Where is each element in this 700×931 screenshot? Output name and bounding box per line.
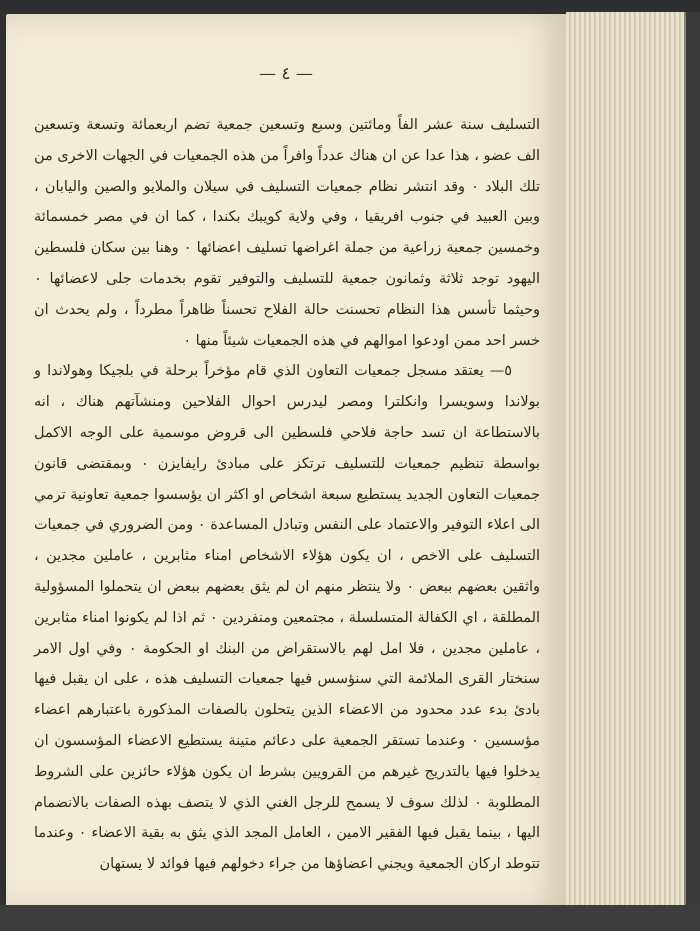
paragraph-1: التسليف سنة عشر الفاً ومائتين وسبع وتسعين جمعية تضم اربعمائة وتسعة وتسعين الف عضو ، هذا عدا عن ان هناك عدداً وافراً من هذه الجمعيات في الجهات الاخرى من تلك البلاد ٠ وقد انتشر نظام جمعيات التسليف في سيلان والملايو والصين واليابان ، وبين العبيد في جنوب افريقيا ، وفي ولاية كويبك بكندا ، كما ان في مصر خمسمائة وخمسين جمعية زراعية من جملة اغراضها تسليف اعضائها ٠ وهنا بين سكان فلسطين اليهود توجد ثلاثة وثمانون جمعية للتسليف والتوفير تقوم بخدمات جلى لاعضائها ٠ وحيثما تأسس هذا النظام تحسنت حالة الفلاح تحسناً ظاهراً مطرداً ، ولم يحدث ان خسر احد ممن اودعوا اموالهم في هذه الجمعيات شيئاً منها ٠ <box>34 117 540 349</box>
paragraph-2: ٥— يعتقد مسجل جمعيات التعاون الذي قام مؤخراً برحلة في بلجيكا وهولاندا و بولاندا وسويسرا وانكلترا ومصر ليدرس احوال الفلاحين ومنشآتهم هناك ، انه بالاستطاعة ان تسد حاجة فلاحي فلسطين الى قروض موسمية على الوجه الاكمل بواسطة تنظيم جمعيات للتسليف ترتكز على مبادئ رايفايزن ٠ وبمقتضى قانون جمعيات التعاون الجديد يستطيع سبعة اشخاص او اكثر ان يؤسسوا جمعية تعاونية ترمي الى اعلاء التوفير والاعتماد على النفس وتبادل المساعدة ٠ ومن الضروري في جمعيات التسليف على الاخص ، ان يكون هؤلاء الاشخاص امناء مثابرين ، عاملين مجدين ، واثقين بعضهم ببعض ٠ ولا ينتظر منهم ان لم يثق بعضهم ببعض ان يتحملوا المسؤولية المطلقة ، اي الكفالة المتسلسلة ، مجتمعين ومنفردين ٠ ثم اذا لم يكونوا امناء مثابرين ، عاملين مجدين ، فلا امل لهم بالاستقراض من البنك او الحكومة ٠ وفي اول الامر سنختار القرى الملائمة التي سنؤسس فيها جمعيات التسليف هذه ، على ان يقبل فيها بادئ بدء عدد محدود من الاعضاء الذين يتحلون بالصفات المذكورة باعتبارهم اعضاء مؤسسين ٠ وعندما تستقر الجمعية على دعائم متينة يستطيع الاعضاء المؤسسون ان يدخلوا فيها بالتدريج غيرهم من القرويين بشرط ان يكون هؤلاء حائزين على الشروط المطلوبة ٠ لذلك سوف لا يسمح للرجل الغني الذي لا يتصف بهذه الصفات بالانضمام اليها ، بينما يقبل فيها الفقير الامين ، العامل المجد الذي يثق به بقية الاعضاء ٠ وعندما تتوطد اركان الجمعية ويجني اعضاؤها من جراء دخولهم فيها فوائد لا يستهان <box>34 363 540 873</box>
body-text <box>34 110 540 880</box>
bottom-edge-shadow <box>0 905 700 931</box>
book-page <box>6 14 566 910</box>
book-page-edges <box>566 12 687 912</box>
page-number: — ٤ — <box>259 64 313 84</box>
